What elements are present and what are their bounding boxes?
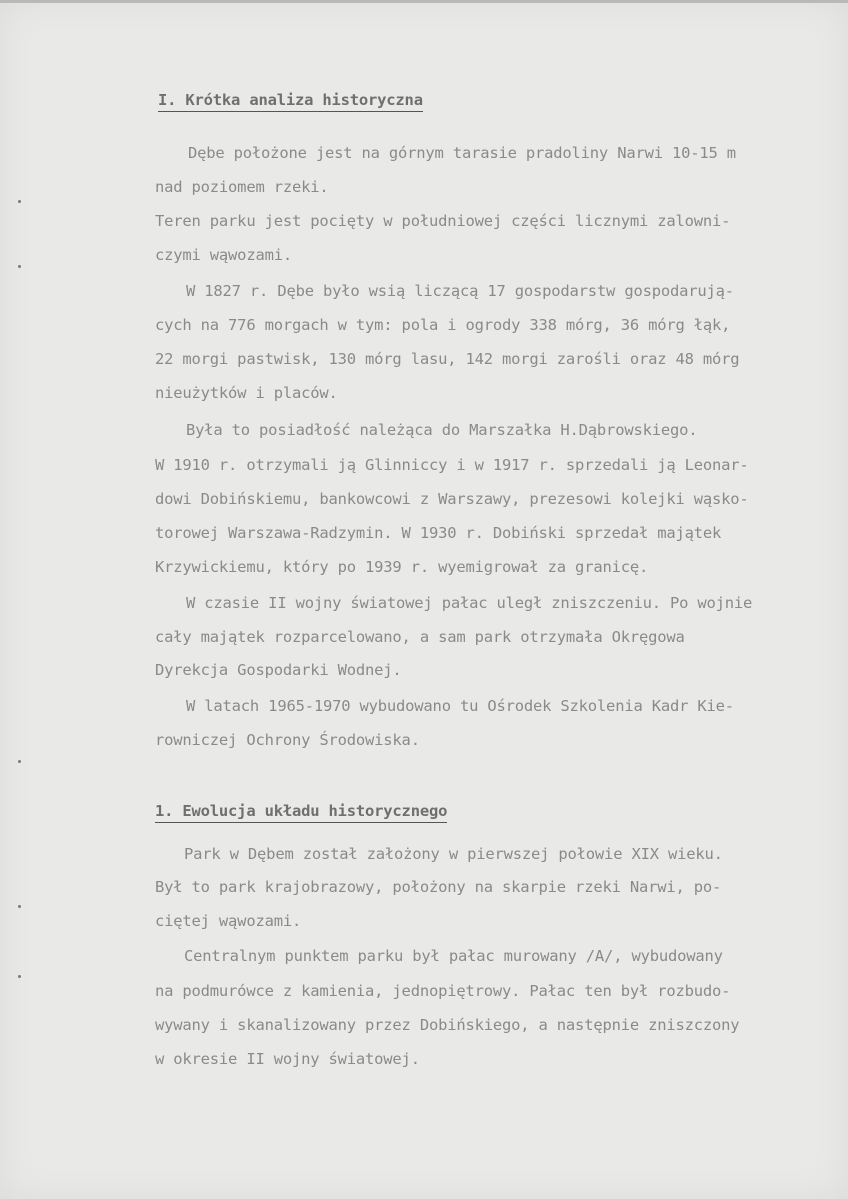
text-line: torowej Warszawa-Radzymin. W 1930 r. Dobiński sprzedał majątek	[155, 524, 722, 542]
text-line: w okresie II wojny światowej.	[155, 1050, 420, 1068]
text-line: nad poziomem rzeki.	[155, 178, 329, 196]
section-1-heading: I. Krótka analiza historyczna	[158, 90, 423, 112]
text-line: 22 morgi pastwisk, 130 mórg lasu, 142 morgi zarośli oraz 48 mórg	[155, 350, 740, 368]
margin-dot	[18, 975, 21, 978]
margin-dot	[18, 265, 21, 268]
margin-dot	[18, 760, 21, 763]
text-line: Dyrekcja Gospodarki Wodnej.	[155, 661, 402, 679]
text-line: W 1827 r. Dębe było wsią liczącą 17 gospodarstw gospodarują-	[186, 282, 734, 300]
text-line: cały majątek rozparcelowano, a sam park otrzymała Okręgowa	[155, 628, 685, 646]
page-top-edge	[0, 0, 848, 3]
text-line: nieużytków i placów.	[155, 384, 338, 402]
text-line: Dębe położone jest na górnym tarasie pradoliny Narwi 10-15 m	[188, 144, 736, 162]
text-line: W 1910 r. otrzymali ją Glinniccy i w 1917 r. sprzedali ją Leonar-	[155, 456, 749, 474]
text-line: Krzywickiemu, który po 1939 r. wyemigrował za granicę.	[155, 558, 649, 576]
text-line: Centralnym punktem parku był pałac murowany /A/, wybudowany	[184, 947, 723, 965]
text-line: W czasie II wojny światowej pałac uległ zniszczeniu. Po wojnie	[186, 594, 753, 612]
text-line: W latach 1965-1970 wybudowano tu Ośrodek Szkolenia Kadr Kie-	[186, 697, 734, 715]
text-line: Teren parku jest pocięty w południowej części licznymi zalowni-	[155, 212, 731, 230]
section-2-heading: 1. Ewolucja układu historycznego	[155, 801, 447, 823]
text-line: cych na 776 morgach w tym: pola i ogrody 338 mórg, 36 mórg łąk,	[155, 316, 731, 334]
text-line: Park w Dębem został założony w pierwszej połowie XIX wieku.	[184, 845, 723, 863]
text-line: czymi wąwozami.	[155, 246, 292, 264]
text-line: Była to posiadłość należąca do Marszałka H.Dąbrowskiego.	[186, 421, 698, 439]
text-line: na podmurówce z kamienia, jednopiętrowy. Pałac ten był rozbudo-	[155, 982, 731, 1000]
margin-dot	[18, 200, 21, 203]
text-line: rowniczej Ochrony Środowiska.	[155, 731, 420, 749]
text-line: dowi Dobińskiemu, bankowcowi z Warszawy, prezesowi kolejki wąsko-	[155, 490, 749, 508]
text-line: wywany i skanalizowany przez Dobińskiego, a następnie zniszczony	[155, 1016, 740, 1034]
text-line: Był to park krajobrazowy, położony na skarpie rzeki Narwi, po-	[155, 878, 722, 896]
margin-dot	[18, 905, 21, 908]
text-line: ciętej wąwozami.	[155, 912, 302, 930]
